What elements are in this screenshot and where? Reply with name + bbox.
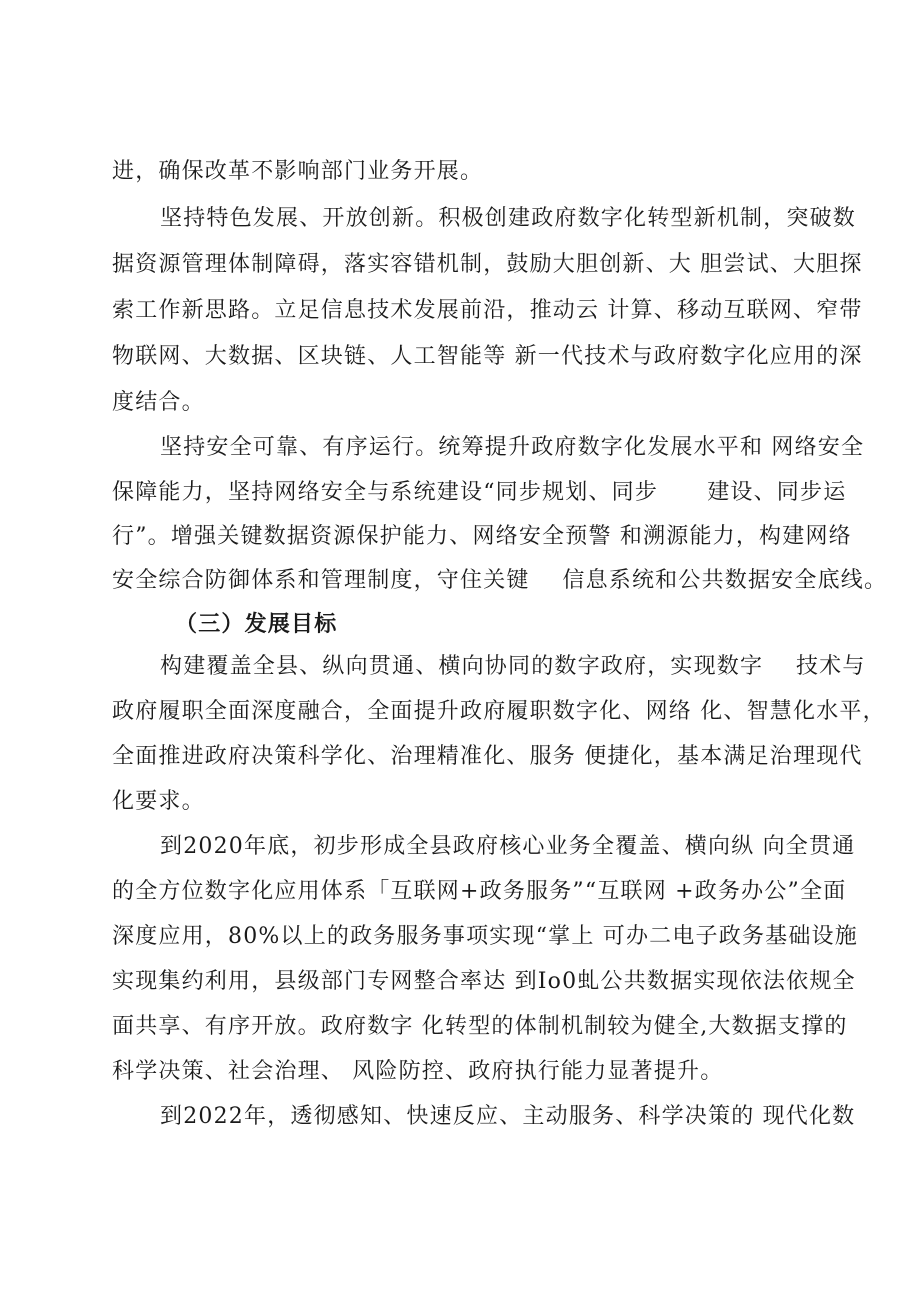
paragraph-line: 行”。增强关键数据资源保护能力、网络安全预警 和溯源能力，构建网络 bbox=[112, 524, 852, 549]
paragraph-line: 深度应用，80%以上的政务服务事项实现“掌上 可办二电子政务基础设施 bbox=[112, 924, 858, 949]
paragraph-line: 据资源管理体制障碍，落实容错机制，鼓励大胆创新、大 胆尝试、大胆探 bbox=[112, 252, 863, 277]
paragraph-line: 度结合。 bbox=[112, 390, 205, 415]
paragraph-line: 构建覆盖全县、纵向贯通、横向协同的数字政府，实现数字 技术与 bbox=[160, 654, 866, 679]
paragraph-line: 实现集约利用，县级部门专网整合率达 到Io0虬公共数据实现依法依规全 bbox=[112, 969, 856, 994]
section-heading: （三）发展目标 bbox=[175, 611, 338, 637]
paragraph-line: 安全综合防御体系和管理制度，守住关键 信息系统和公共数据安全底线。 bbox=[112, 568, 888, 593]
paragraph-line: 物联网、大数据、区块链、人工智能等 新一代技术与政府数字化应用的深 bbox=[112, 344, 863, 369]
paragraph-line: 的全方位数字化应用体系「互联网+政务服务”“互联网 +政务办公”全面 bbox=[112, 879, 847, 904]
paragraph-line: 坚持特色发展、开放创新。积极创建政府数字化转型新机制，突破数 bbox=[160, 206, 857, 231]
paragraph-line: 索工作新思路。立足信息技术发展前沿，推动云 计算、移动互联网、窄带 bbox=[112, 298, 863, 323]
paragraph-line: 科学决策、社会治理、 风险防控、政府执行能力显著提升。 bbox=[112, 1059, 724, 1084]
paragraph-line: 面共享、有序开放。政府数字 化转型的体制机制较为健全,大数据支撑的 bbox=[112, 1014, 848, 1039]
paragraph-line: 坚持安全可靠、有序运行。统筹提升政府数字化发展水平和 网络安全 bbox=[160, 435, 865, 460]
paragraph-line: 到2020年底，初步形成全县政府核心业务全覆盖、横向纵 向全贯通 bbox=[160, 834, 856, 859]
paragraph-line: 进，确保改革不影响部门业务开展。 bbox=[112, 159, 484, 184]
paragraph-line: 政府履职全面深度融合，全面提升政府履职数字化、网络 化、智慧化水平， bbox=[112, 699, 886, 724]
paragraph-line: 化要求。 bbox=[112, 789, 205, 814]
paragraph-line: 保障能力，坚持网络安全与系统建设“同步规划、同步 建设、同步运 bbox=[112, 480, 847, 505]
paragraph-line: 到2022年，透彻感知、快速反应、主动服务、科学决策的 现代化数 bbox=[160, 1104, 856, 1129]
paragraph-line: 全面推进政府决策科学化、治理精准化、服务 便捷化，基本满足治理现代 bbox=[112, 744, 863, 769]
